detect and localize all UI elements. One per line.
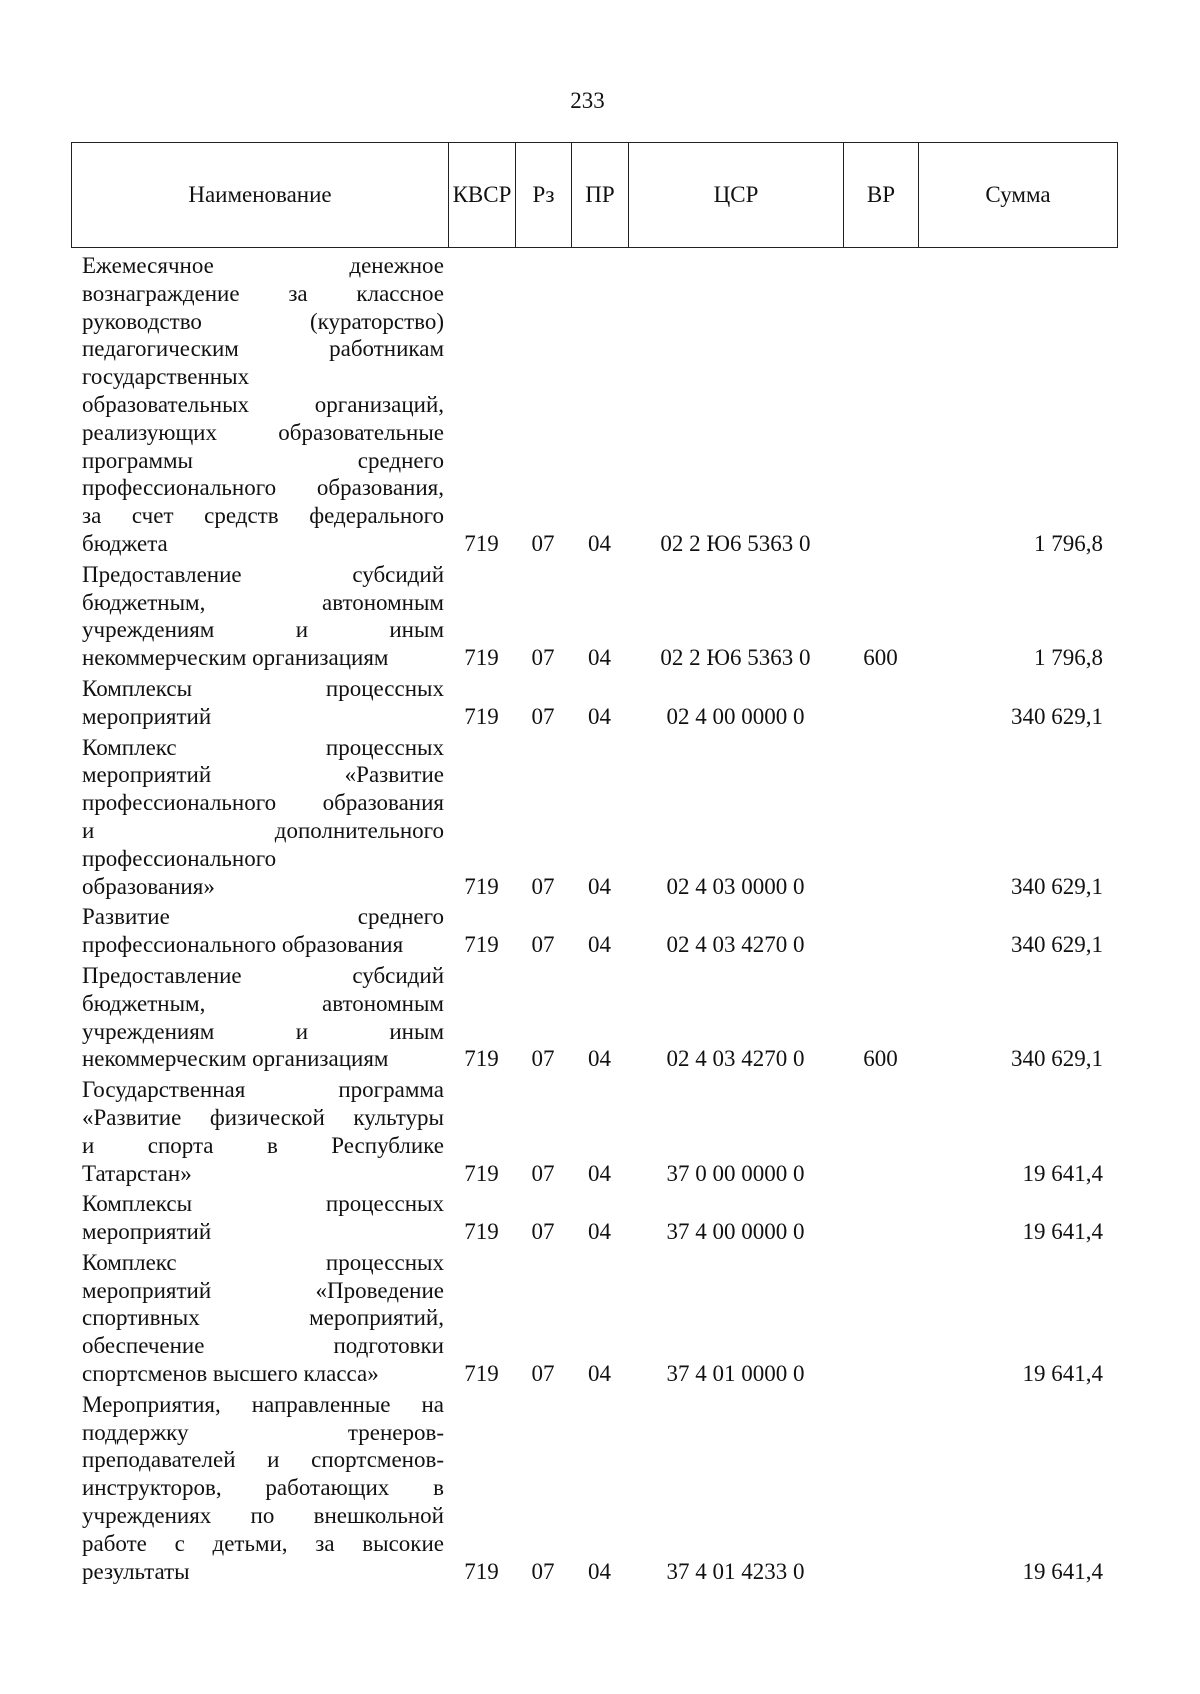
- row-name-line: инструкторов, работающих в: [82, 1475, 444, 1501]
- budget-table: [71, 252, 1117, 1588]
- cell-kvsr: 719: [464, 1046, 499, 1072]
- cell-sum: 340 629,1: [1011, 1046, 1103, 1072]
- cell-kvsr: 719: [464, 873, 499, 899]
- row-name-line: Татарстан»: [82, 1160, 192, 1186]
- cell-kvsr: 719: [464, 645, 499, 671]
- column-header-kvsr: КВСР: [449, 143, 516, 248]
- column-header-vr: ВР: [844, 143, 919, 248]
- row-name-line: государственных: [82, 364, 250, 390]
- cell-vr: [843, 1190, 918, 1249]
- row-name-line: некоммерческим организациям: [82, 1046, 389, 1072]
- row-name: [71, 903, 448, 962]
- table-row: [71, 734, 1117, 904]
- cell-vr: [843, 675, 918, 734]
- page-number: 233: [570, 88, 605, 113]
- cell-sum: 340 629,1: [1011, 932, 1103, 958]
- row-name-line: вознаграждение за классное: [82, 280, 444, 306]
- table-row: [71, 962, 1117, 1076]
- row-name-line: бюджетным, автономным: [82, 990, 444, 1016]
- cell-csr: 02 4 03 4270 0: [666, 1046, 805, 1072]
- cell-vr: 600: [863, 1046, 898, 1072]
- row-name-line: Предоставление субсидий: [82, 962, 444, 988]
- row-name-line: преподавателей и спортсменов-: [82, 1447, 444, 1473]
- cell-csr: 02 4 03 4270 0: [666, 932, 805, 958]
- row-name-line: «Развитие физической культуры: [82, 1104, 444, 1130]
- row-name-line: Комплекс процессных: [82, 734, 444, 760]
- row-name: [71, 561, 448, 675]
- cell-sum: 19 641,4: [1022, 1558, 1103, 1584]
- cell-kvsr: 719: [464, 932, 499, 958]
- cell-pr: 04: [588, 645, 611, 671]
- row-name-line: профессионального образования,: [82, 475, 444, 501]
- row-name-line: учреждениям и иным: [82, 1018, 444, 1044]
- row-name-line: мероприятий «Развитие: [82, 762, 444, 788]
- table-row: [71, 1076, 1117, 1190]
- cell-pr: 04: [588, 1558, 611, 1584]
- cell-csr: 37 0 00 0000 0: [666, 1160, 805, 1186]
- row-name-line: профессионального образования: [82, 790, 444, 816]
- table-header: [71, 142, 1118, 248]
- cell-pr: 04: [588, 530, 611, 556]
- row-name-line: руководство (кураторство): [82, 308, 444, 334]
- column-header-name: Наименование: [72, 143, 449, 248]
- cell-rz: 07: [531, 645, 555, 671]
- cell-rz: 07: [531, 1219, 555, 1245]
- cell-rz: 07: [531, 1160, 555, 1186]
- table-row: [71, 1190, 1117, 1249]
- row-name-line: Комплекс процессных: [82, 1249, 444, 1275]
- row-name-line: поддержку тренеров-: [82, 1419, 444, 1445]
- cell-vr: [843, 1076, 918, 1190]
- row-name: [71, 1190, 448, 1249]
- cell-rz: 07: [531, 932, 555, 958]
- row-name: [71, 1391, 448, 1589]
- cell-pr: 04: [588, 932, 611, 958]
- column-header-rz: Рз: [516, 143, 572, 248]
- table-row: [71, 675, 1117, 734]
- table-row: [71, 903, 1117, 962]
- cell-kvsr: 719: [464, 703, 499, 729]
- row-name-line: образовательных организаций,: [82, 391, 444, 417]
- row-name-line: Государственная программа: [82, 1077, 444, 1103]
- cell-csr: 02 2 Ю6 5363 0: [660, 530, 811, 556]
- cell-rz: 07: [531, 1558, 555, 1584]
- column-header-pr: ПР: [572, 143, 629, 248]
- cell-vr: [843, 1391, 918, 1589]
- cell-csr: 02 4 00 0000 0: [666, 703, 805, 729]
- cell-pr: 04: [588, 1361, 611, 1387]
- row-name: [71, 675, 448, 734]
- cell-pr: 04: [588, 1046, 611, 1072]
- cell-csr: 02 2 Ю6 5363 0: [660, 645, 811, 671]
- cell-pr: 04: [588, 1219, 611, 1245]
- row-name-line: некоммерческим организациям: [82, 645, 389, 671]
- row-name-line: спортсменов высшего класса»: [82, 1361, 379, 1387]
- cell-sum: 19 641,4: [1022, 1219, 1103, 1245]
- row-name-line: Предоставление субсидий: [82, 561, 444, 587]
- row-name: [71, 1249, 448, 1391]
- row-name: [71, 962, 448, 1076]
- row-name-line: бюджета: [82, 530, 168, 556]
- row-name-line: Ежемесячное денежное: [82, 253, 444, 278]
- cell-csr: 37 4 01 4233 0: [666, 1558, 805, 1584]
- row-name-line: бюджетным, автономным: [82, 589, 444, 615]
- cell-vr: 600: [863, 645, 898, 671]
- cell-pr: 04: [588, 703, 611, 729]
- cell-sum: 19 641,4: [1022, 1160, 1103, 1186]
- row-name-line: педагогическим работникам: [82, 336, 444, 362]
- row-name-line: работе с детьми, за высокие: [82, 1530, 444, 1556]
- cell-kvsr: 719: [464, 1361, 499, 1387]
- row-name-line: мероприятий: [82, 1219, 212, 1245]
- cell-pr: 04: [588, 873, 611, 899]
- cell-vr: [843, 903, 918, 962]
- row-name-line: учреждениям и иным: [82, 617, 444, 643]
- row-name-line: результаты: [82, 1558, 190, 1584]
- cell-sum: 340 629,1: [1011, 873, 1103, 899]
- cell-kvsr: 719: [464, 530, 499, 556]
- table-row: [71, 1249, 1117, 1391]
- cell-kvsr: 719: [464, 1558, 499, 1584]
- row-name-line: Мероприятия, направленные на: [82, 1391, 444, 1417]
- cell-sum: 19 641,4: [1022, 1361, 1103, 1387]
- row-name-line: и дополнительного: [82, 817, 444, 843]
- cell-sum: 340 629,1: [1011, 703, 1103, 729]
- cell-csr: 37 4 00 0000 0: [666, 1219, 805, 1245]
- table-row: [71, 1391, 1117, 1589]
- row-name-line: обеспечение подготовки: [82, 1333, 444, 1359]
- row-name-line: профессионального: [82, 845, 277, 871]
- row-name-line: Комплексы процессных: [82, 675, 444, 701]
- cell-vr: [843, 252, 918, 561]
- row-name-line: мероприятий «Проведение: [82, 1277, 444, 1303]
- row-name: [71, 1076, 448, 1190]
- cell-csr: 02 4 03 0000 0: [666, 873, 805, 899]
- cell-rz: 07: [531, 873, 555, 899]
- table-row: [71, 561, 1117, 675]
- row-name-line: профессионального образования: [82, 932, 404, 958]
- row-name-line: учреждениях по внешкольной: [82, 1503, 444, 1529]
- cell-kvsr: 719: [464, 1219, 499, 1245]
- row-name-line: образования»: [82, 873, 215, 899]
- row-name-line: спортивных мероприятий,: [82, 1305, 444, 1331]
- cell-rz: 07: [531, 530, 555, 556]
- row-name-line: мероприятий: [82, 703, 212, 729]
- row-name-line: за счет средств федерального: [82, 503, 444, 529]
- column-header-sum: Сумма: [919, 143, 1118, 248]
- cell-kvsr: 719: [464, 1160, 499, 1186]
- row-name: [71, 252, 448, 561]
- cell-rz: 07: [531, 1361, 555, 1387]
- cell-sum: 1 796,8: [1034, 645, 1103, 671]
- row-name: [71, 734, 448, 904]
- cell-vr: [843, 1249, 918, 1391]
- row-name-line: программы среднего: [82, 447, 444, 473]
- row-name-line: реализующих образовательные: [82, 419, 444, 445]
- cell-pr: 04: [588, 1160, 611, 1186]
- cell-rz: 07: [531, 703, 555, 729]
- row-name-line: и спорта в Республике: [82, 1132, 444, 1158]
- cell-rz: 07: [531, 1046, 555, 1072]
- table-row: [71, 252, 1117, 561]
- cell-csr: 37 4 01 0000 0: [666, 1361, 805, 1387]
- cell-vr: [843, 734, 918, 904]
- row-name-line: Развитие среднего: [82, 904, 444, 930]
- cell-sum: 1 796,8: [1034, 530, 1103, 556]
- row-name-line: Комплексы процессных: [82, 1191, 444, 1217]
- column-header-csr: ЦСР: [629, 143, 844, 248]
